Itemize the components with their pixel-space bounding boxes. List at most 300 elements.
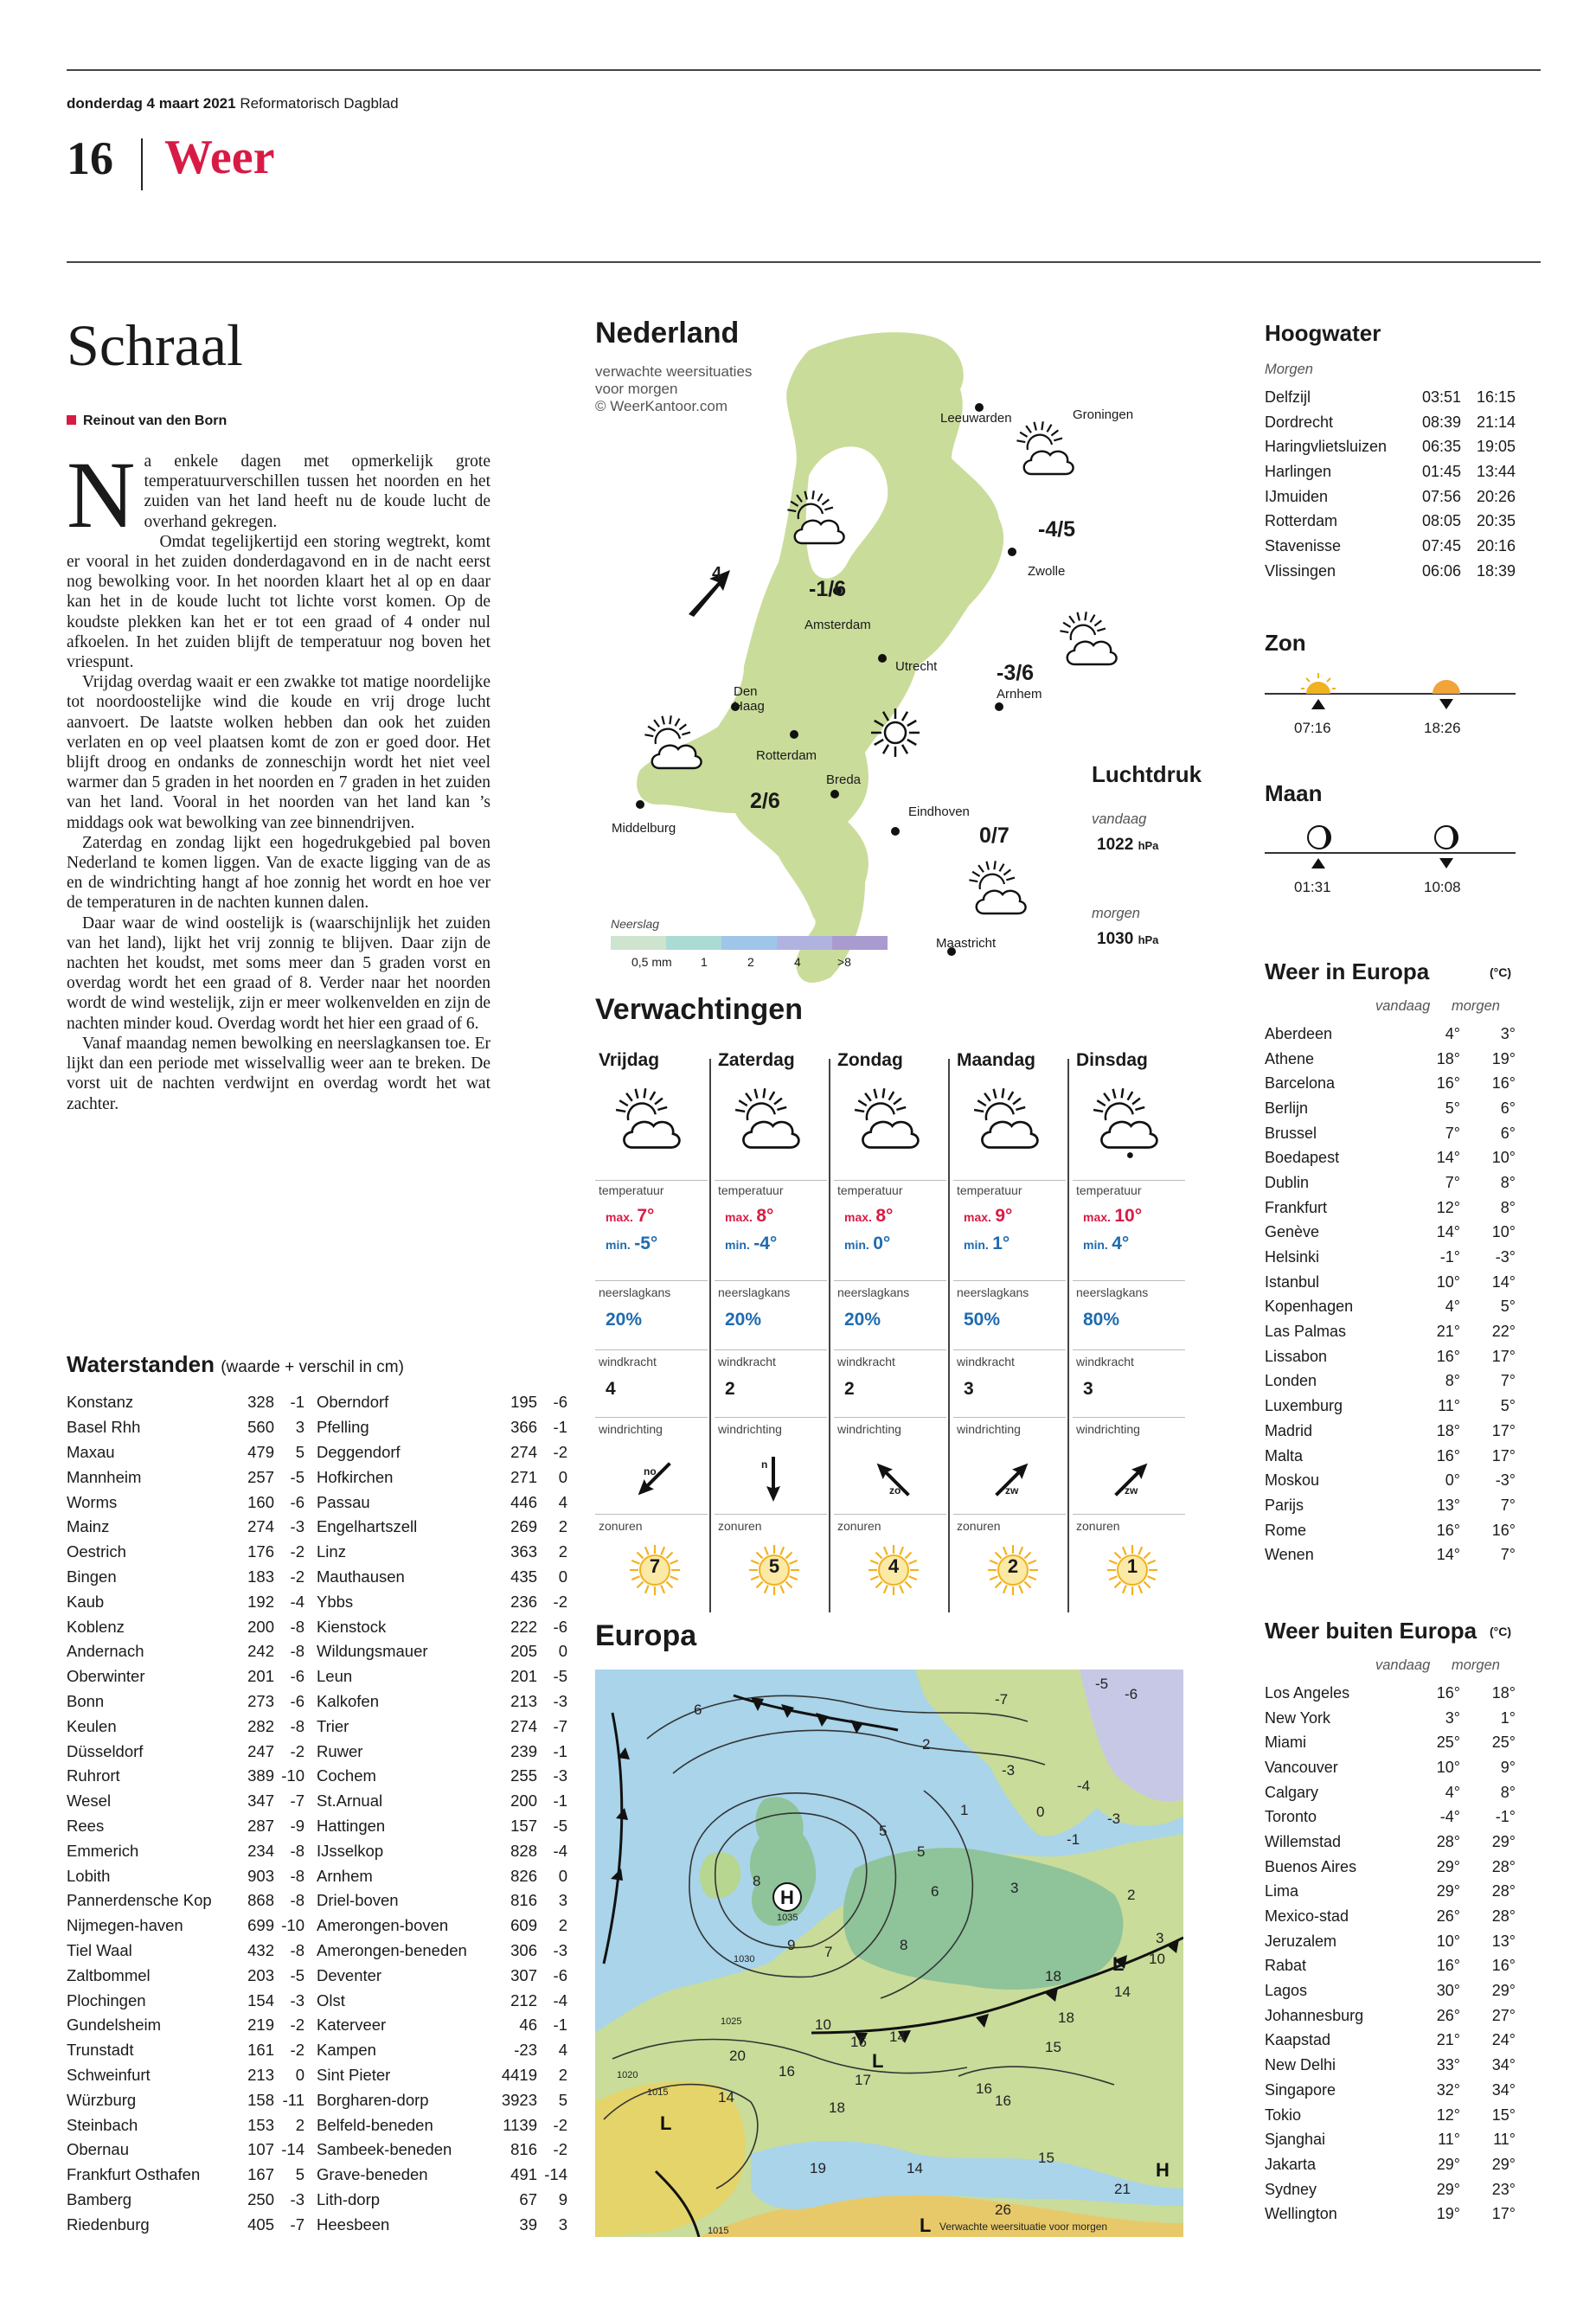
row-value: 28° bbox=[1491, 1882, 1516, 1900]
row-label: Obernau bbox=[67, 2140, 129, 2159]
table-row bbox=[1265, 1755, 1516, 1780]
row-value: 18° bbox=[1491, 1683, 1516, 1702]
windkracht-label: windkracht bbox=[1076, 1355, 1134, 1368]
row-label: Amerongen-beneden bbox=[317, 1940, 467, 1959]
table-row bbox=[317, 1490, 567, 1515]
row-label: Boedapest bbox=[1265, 1149, 1340, 1167]
windkracht-label: windkracht bbox=[837, 1355, 895, 1368]
row-value: 154 bbox=[247, 1990, 274, 2009]
row-label: Driel-boven bbox=[317, 1891, 399, 1910]
table-row bbox=[317, 1639, 567, 1664]
table-row bbox=[67, 2188, 304, 2213]
row-value: 10° bbox=[1491, 1223, 1516, 1241]
windkracht-label: windkracht bbox=[718, 1355, 776, 1368]
row-label: Lobith bbox=[67, 1866, 111, 1885]
weer-in-europa-table bbox=[1265, 1022, 1516, 1567]
windkracht: 2 bbox=[844, 1379, 855, 1399]
row-value: 24° bbox=[1491, 2031, 1516, 2049]
divider bbox=[715, 1514, 827, 1515]
row-label: Koblenz bbox=[67, 1617, 125, 1636]
row-label: Johannesburg bbox=[1265, 2006, 1364, 2024]
table-row bbox=[1265, 1493, 1516, 1518]
row-value: 7° bbox=[1500, 1546, 1516, 1564]
row-label: Zaltbommel bbox=[67, 1965, 151, 1984]
table-row bbox=[1265, 1954, 1516, 1979]
table-row bbox=[1265, 2127, 1516, 2152]
row-value: 07:45 bbox=[1421, 536, 1461, 554]
divider bbox=[834, 1514, 946, 1515]
row-label: Lagos bbox=[1265, 1982, 1308, 2000]
svg-text:1030: 1030 bbox=[734, 1954, 755, 1965]
table-row bbox=[67, 1614, 304, 1639]
row-value: 23° bbox=[1491, 2180, 1516, 2198]
table-row bbox=[317, 2038, 567, 2063]
row-value: -6 bbox=[290, 1492, 304, 1511]
temperature-label: -4 bbox=[1077, 1778, 1091, 1794]
table-row bbox=[67, 2063, 304, 2088]
table-row bbox=[67, 1515, 304, 1540]
row-value: 14° bbox=[1436, 1149, 1460, 1167]
row-value: 287 bbox=[247, 1816, 274, 1835]
row-value: -1 bbox=[553, 1791, 567, 1811]
divider bbox=[834, 1349, 946, 1350]
row-label: Pannerdensche Kop bbox=[67, 1891, 212, 1910]
row-value: 16° bbox=[1491, 1521, 1516, 1539]
section-title: Weer bbox=[164, 131, 275, 184]
row-value: 153 bbox=[247, 2115, 274, 2134]
row-label: Bamberg bbox=[67, 2189, 132, 2208]
row-value: 366 bbox=[510, 1418, 537, 1437]
row-value: 2 bbox=[295, 2115, 304, 2134]
hoogwater-title: Hoogwater bbox=[1265, 320, 1381, 346]
row-value: 5° bbox=[1500, 1397, 1516, 1415]
divider bbox=[715, 1349, 827, 1350]
temperature-label: -7 bbox=[995, 1691, 1009, 1708]
max-temp: max. 7° bbox=[606, 1206, 655, 1226]
temp-label: temperatuur bbox=[957, 1183, 1022, 1197]
sunset-icon bbox=[1429, 675, 1464, 694]
row-label: Delfzijl bbox=[1265, 388, 1311, 406]
row-label: Hofkirchen bbox=[317, 1467, 394, 1486]
max-temp: max. 8° bbox=[844, 1206, 894, 1226]
table-row bbox=[1265, 1195, 1516, 1221]
row-value: -1° bbox=[1495, 1808, 1516, 1826]
row-label: Wesel bbox=[67, 1791, 112, 1811]
table-row bbox=[317, 1465, 567, 1490]
row-label: Oberwinter bbox=[67, 1667, 145, 1686]
row-value: 446 bbox=[510, 1492, 537, 1511]
row-value: 21° bbox=[1436, 1323, 1460, 1341]
windrichting-label: windrichting bbox=[1076, 1422, 1140, 1436]
row-label: Los Angeles bbox=[1265, 1683, 1350, 1702]
row-value: 01:45 bbox=[1421, 462, 1461, 480]
top-rule bbox=[67, 69, 1541, 71]
row-value: -2 bbox=[290, 1542, 304, 1561]
set-arrow-icon bbox=[1439, 699, 1453, 709]
temp-label: -3/6 bbox=[997, 661, 1035, 685]
row-value: 28° bbox=[1491, 1907, 1516, 1926]
row-label: Brussel bbox=[1265, 1124, 1317, 1142]
row-value: 67 bbox=[519, 2189, 537, 2208]
byline-marker bbox=[67, 415, 76, 425]
table-row bbox=[317, 1913, 567, 1939]
table-row bbox=[67, 1963, 304, 1988]
verwachtingen-title: Verwachtingen bbox=[595, 993, 803, 1026]
table-row bbox=[1265, 1880, 1516, 1905]
row-value: 30° bbox=[1436, 1982, 1460, 2000]
hoogwater-table bbox=[1265, 385, 1516, 584]
temp-label: -1/6 bbox=[809, 577, 847, 601]
row-value: 212 bbox=[510, 1990, 537, 2009]
row-value: 07:56 bbox=[1421, 487, 1461, 505]
row-value: 20:26 bbox=[1476, 487, 1516, 505]
row-value: 271 bbox=[510, 1467, 537, 1486]
article-headline: Schraal bbox=[67, 312, 243, 378]
city-groningen: Groningen bbox=[1073, 407, 1134, 422]
paragraph: Vrijdag overdag waait er een zwakke tot matige noordelijke tot noordoostelijke wind die koude en vrij droge lucht aanvoert. De laatste wolken hebben dan ook het zuiden verlaten en op veel plaatsen komt de zon er goed door. Het blijft droog en ondanks de zonneschijn wordt het niet veel warmer dan 5 graden in het noorden en 7 graden in het zuiden van het land. Vooral in het noorden van het land kan ’s middags ook wat bewolking van zee binnendrijven. bbox=[67, 673, 490, 832]
row-label: Mauthausen bbox=[317, 1567, 405, 1586]
nederland-caption: verwachte weersituaties voor morgen © WeerKantoor.com bbox=[595, 363, 753, 414]
table-row bbox=[317, 1614, 567, 1639]
row-label: Oberndorf bbox=[317, 1393, 389, 1412]
temp-label: temperatuur bbox=[718, 1183, 784, 1197]
table-row bbox=[1265, 1145, 1516, 1170]
row-label: Ybbs bbox=[317, 1592, 354, 1611]
row-value: 18° bbox=[1436, 1421, 1460, 1439]
row-value: 34° bbox=[1491, 2056, 1516, 2074]
row-value: 347 bbox=[247, 1791, 274, 1811]
sun-cloud-icon bbox=[602, 1081, 697, 1159]
row-value: 8° bbox=[1500, 1198, 1516, 1216]
sun-icon bbox=[865, 702, 926, 763]
table-row bbox=[67, 1565, 304, 1590]
row-label: Frankfurt Osthafen bbox=[67, 2165, 201, 2184]
row-value: 161 bbox=[247, 2041, 274, 2060]
row-label: IJsselkop bbox=[317, 1841, 384, 1860]
row-value: -8 bbox=[290, 1866, 304, 1885]
table-row bbox=[67, 1689, 304, 1715]
table-row bbox=[67, 1390, 304, 1415]
table-row bbox=[1265, 1295, 1516, 1320]
temp-label: 0/7 bbox=[979, 824, 1010, 848]
row-label: Dordrecht bbox=[1265, 413, 1334, 431]
zonuren-label: zonuren bbox=[718, 1519, 762, 1533]
row-value: 25° bbox=[1436, 1734, 1460, 1752]
table-row bbox=[1265, 2003, 1516, 2029]
row-label: Kampen bbox=[317, 2041, 376, 2060]
row-value: 200 bbox=[247, 1617, 274, 1636]
row-label: Madrid bbox=[1265, 1421, 1313, 1439]
paragraph: Omdat tegelijkertijd een storing wegtrekt, komt er vooral in het zuiden donderdagavond en in de nacht eerst nog bewolking voor. In het noorden klaart het al op en daar kan het in de koude lucht tot lichte vorst komen. Op de koudste plekken kan het er tot een graad of 4 onder nul afkoelen. In het zuiden blijft de temperatuur nog boven het vriespunt. bbox=[67, 532, 490, 672]
table-row bbox=[317, 1789, 567, 1814]
row-value: 7° bbox=[1445, 1173, 1460, 1191]
row-value: 5 bbox=[295, 1442, 304, 1461]
row-label: Luxemburg bbox=[1265, 1397, 1343, 1415]
city-leeuwarden: Leeuwarden bbox=[940, 411, 1012, 426]
row-value: -5 bbox=[290, 1467, 304, 1486]
sun-cloud-icon bbox=[783, 484, 852, 554]
wind-direction-arrow-icon bbox=[628, 1453, 680, 1505]
row-label: Wildungsmauer bbox=[317, 1642, 428, 1661]
row-value: 273 bbox=[247, 1691, 274, 1710]
row-label: Oestrich bbox=[67, 1542, 126, 1561]
windkracht: 3 bbox=[964, 1379, 974, 1399]
wind-direction: n bbox=[761, 1458, 768, 1471]
netherlands-land bbox=[637, 332, 1003, 983]
row-label: Konstanz bbox=[67, 1393, 134, 1412]
temperature-label: -1 bbox=[1067, 1831, 1080, 1848]
row-value: 868 bbox=[247, 1891, 274, 1910]
row-label: Engelhartszell bbox=[317, 1517, 418, 1536]
row-value: 282 bbox=[247, 1716, 274, 1735]
table-row bbox=[1265, 1855, 1516, 1880]
row-value: 20:35 bbox=[1476, 512, 1516, 530]
row-value: -1 bbox=[553, 1741, 567, 1760]
row-value: 4° bbox=[1445, 1298, 1460, 1316]
legend-swatch bbox=[721, 936, 777, 950]
pressure-low: L bbox=[1112, 1953, 1125, 1975]
column-separator bbox=[829, 1059, 830, 1612]
row-value: 5 bbox=[295, 2165, 304, 2184]
row-value: 269 bbox=[510, 1517, 537, 1536]
column-separator bbox=[1067, 1059, 1069, 1612]
city-den-haag: Den Haag bbox=[734, 684, 765, 714]
temperature-label: 14 bbox=[718, 2089, 734, 2106]
row-label: Malta bbox=[1265, 1446, 1304, 1465]
table-row bbox=[67, 1838, 304, 1863]
temperature-label: 8 bbox=[753, 1873, 761, 1889]
pressure-low: L bbox=[660, 2112, 672, 2134]
row-value: -3° bbox=[1495, 1248, 1516, 1266]
row-value: 247 bbox=[247, 1741, 274, 1760]
row-value: -8 bbox=[290, 1841, 304, 1860]
row-value: 5 bbox=[558, 2090, 567, 2109]
row-value: -2 bbox=[290, 2016, 304, 2035]
row-label: Berlijn bbox=[1265, 1099, 1309, 1117]
forecast-day-column bbox=[834, 1047, 950, 1600]
zonuren-label: zonuren bbox=[1076, 1519, 1120, 1533]
row-label: New Delhi bbox=[1265, 2056, 1336, 2074]
temperature-label: 10 bbox=[1149, 1951, 1165, 1967]
row-value: 5° bbox=[1445, 1099, 1460, 1117]
row-value: 16° bbox=[1436, 1347, 1460, 1365]
row-value: 176 bbox=[247, 1542, 274, 1561]
min-temp: min. 4° bbox=[1083, 1234, 1130, 1253]
row-label: Buenos Aires bbox=[1265, 1857, 1357, 1875]
table-row bbox=[67, 1589, 304, 1614]
row-value: 9 bbox=[558, 2189, 567, 2208]
row-value: -3 bbox=[290, 1990, 304, 2009]
temperature-label: 3 bbox=[1156, 1930, 1164, 1946]
row-label: Schweinfurt bbox=[67, 2065, 151, 2084]
row-value: 14° bbox=[1436, 1223, 1460, 1241]
row-value: 26° bbox=[1436, 2006, 1460, 2024]
row-value: 201 bbox=[247, 1667, 274, 1686]
row-value: -4 bbox=[290, 1592, 304, 1611]
row-value: 16° bbox=[1491, 1074, 1516, 1093]
temperature-label: 0 bbox=[1036, 1804, 1045, 1820]
pressure-low: L bbox=[872, 2050, 884, 2072]
table-row bbox=[1265, 434, 1516, 459]
table-row bbox=[1265, 1047, 1516, 1072]
row-label: Trier bbox=[317, 1716, 349, 1735]
row-value: -4 bbox=[553, 1990, 567, 2009]
table-row bbox=[67, 2087, 304, 2112]
row-label: Nijmegen-haven bbox=[67, 1916, 183, 1935]
zon-title: Zon bbox=[1265, 630, 1306, 656]
table-row bbox=[1265, 459, 1516, 484]
row-value: 0 bbox=[558, 1866, 567, 1885]
temperature-label: 16 bbox=[976, 2080, 992, 2097]
wind-direction: zw bbox=[1005, 1484, 1019, 1497]
divider bbox=[1073, 1349, 1185, 1350]
row-label: Katerveer bbox=[317, 2016, 387, 2035]
row-value: 17° bbox=[1491, 2205, 1516, 2223]
row-value: 4° bbox=[1445, 1783, 1460, 1801]
divider bbox=[953, 1417, 1066, 1418]
temperature-label: 6 bbox=[931, 1883, 939, 1900]
row-value: -2 bbox=[553, 1592, 567, 1611]
row-value: 255 bbox=[510, 1766, 537, 1785]
row-value: -6 bbox=[553, 1965, 567, 1984]
temperature-label: 16 bbox=[779, 2063, 795, 2080]
row-value: 11° bbox=[1438, 2131, 1460, 2149]
row-value: -3° bbox=[1495, 1471, 1516, 1490]
zonuren: 1 bbox=[1126, 1555, 1138, 1577]
row-value: 13° bbox=[1436, 1496, 1460, 1514]
row-value: 29° bbox=[1436, 1882, 1460, 1900]
row-label: Rabat bbox=[1265, 1957, 1307, 1975]
row-value: -4 bbox=[553, 1841, 567, 1860]
row-value: -8 bbox=[290, 1617, 304, 1636]
row-value: 10° bbox=[1436, 1272, 1460, 1291]
table-row bbox=[317, 1988, 567, 2013]
table-row bbox=[67, 2038, 304, 2063]
row-value: 6° bbox=[1500, 1099, 1516, 1117]
luchtdruk-vandaag: 1022 hPa bbox=[1097, 836, 1159, 854]
table-row bbox=[67, 1739, 304, 1764]
row-value: 4 bbox=[558, 2041, 567, 2060]
table-row bbox=[67, 1789, 304, 1814]
table-row bbox=[67, 2138, 304, 2163]
row-value: 219 bbox=[247, 2016, 274, 2035]
city-rotterdam: Rotterdam bbox=[756, 748, 817, 763]
windkracht: 2 bbox=[725, 1379, 735, 1399]
row-value: 20:16 bbox=[1476, 536, 1516, 554]
city-arnhem: Arnhem bbox=[997, 687, 1042, 702]
row-value: 0 bbox=[295, 2065, 304, 2084]
windkracht: 4 bbox=[606, 1379, 616, 1399]
sun-cloud-icon bbox=[965, 855, 1034, 924]
neerslag-legend-title: Neerslag bbox=[611, 917, 660, 931]
row-value: -1 bbox=[553, 1418, 567, 1437]
forecast-day-column bbox=[953, 1047, 1069, 1600]
city-breda: Breda bbox=[826, 772, 862, 787]
row-value: -3 bbox=[290, 1517, 304, 1536]
table-row bbox=[67, 2212, 304, 2237]
table-row bbox=[317, 1589, 567, 1614]
table-row bbox=[1265, 1681, 1516, 1706]
row-value: 16° bbox=[1436, 1074, 1460, 1093]
zonuren-label: zonuren bbox=[599, 1519, 643, 1533]
row-value: 6° bbox=[1500, 1124, 1516, 1142]
row-value: 15° bbox=[1491, 2106, 1516, 2124]
temperature-label: 8 bbox=[900, 1937, 908, 1953]
row-label: Rees bbox=[67, 1816, 105, 1835]
row-value: 32° bbox=[1436, 2080, 1460, 2099]
table-row bbox=[317, 1863, 567, 1888]
row-value: 21° bbox=[1436, 2031, 1460, 2049]
row-value: 16° bbox=[1436, 1683, 1460, 1702]
row-value: 0° bbox=[1445, 1471, 1460, 1490]
row-value: 14° bbox=[1436, 1546, 1460, 1564]
table-row bbox=[1265, 2103, 1516, 2128]
divider bbox=[834, 1417, 946, 1418]
row-value: 9° bbox=[1500, 1758, 1516, 1776]
row-label: Andernach bbox=[67, 1642, 144, 1661]
row-value: 11° bbox=[1438, 1397, 1460, 1415]
row-value: 1139 bbox=[503, 2115, 537, 2134]
row-value: 16:15 bbox=[1476, 388, 1516, 406]
wind-direction: zo bbox=[889, 1484, 901, 1497]
table-row bbox=[67, 2013, 304, 2038]
row-label: Mainz bbox=[67, 1517, 110, 1536]
waterstanden-title: Waterstanden (waarde + verschil in cm) bbox=[67, 1351, 404, 1377]
row-value: 06:06 bbox=[1421, 561, 1461, 580]
drop-cap: N bbox=[67, 442, 136, 548]
row-value: 0 bbox=[558, 1642, 567, 1661]
row-value: 06:35 bbox=[1421, 438, 1461, 456]
row-value: 195 bbox=[510, 1393, 537, 1412]
row-value: 201 bbox=[510, 1667, 537, 1686]
table-row bbox=[67, 1465, 304, 1490]
row-value: -5 bbox=[553, 1816, 567, 1835]
city-amsterdam: Amsterdam bbox=[804, 618, 871, 632]
row-label: Ruwer bbox=[317, 1741, 363, 1760]
row-label: Calgary bbox=[1265, 1783, 1319, 1801]
row-label: Belfeld-beneden bbox=[317, 2115, 433, 2134]
rain-label: neerslagkans bbox=[599, 1285, 671, 1299]
temperature-label: 15 bbox=[1045, 2039, 1061, 2055]
row-value: 21:14 bbox=[1476, 413, 1516, 431]
table-row bbox=[317, 1440, 567, 1465]
zonuren: 4 bbox=[888, 1555, 900, 1577]
page-number: 16 bbox=[67, 132, 113, 184]
row-value: -3 bbox=[553, 1691, 567, 1710]
row-label: Parijs bbox=[1265, 1496, 1304, 1514]
row-label: St.Arnual bbox=[317, 1791, 383, 1811]
max-temp: max. 8° bbox=[725, 1206, 774, 1226]
table-row bbox=[1265, 1804, 1516, 1830]
moon-icon bbox=[1302, 824, 1336, 851]
row-value: 7° bbox=[1500, 1496, 1516, 1514]
table-row bbox=[1265, 1121, 1516, 1146]
row-value: 27° bbox=[1491, 2006, 1516, 2024]
row-label: Rotterdam bbox=[1265, 512, 1338, 530]
row-value: 828 bbox=[510, 1841, 537, 1860]
row-value: 11° bbox=[1493, 2131, 1516, 2149]
table-row bbox=[1265, 1468, 1516, 1493]
row-label: Istanbul bbox=[1265, 1272, 1320, 1291]
row-label: Arnhem bbox=[317, 1866, 373, 1885]
row-label: Moskou bbox=[1265, 1471, 1320, 1490]
row-value: 306 bbox=[510, 1940, 537, 1959]
row-value: -4° bbox=[1439, 1808, 1460, 1826]
temperature-label: 17 bbox=[855, 2072, 871, 2088]
row-value: -7 bbox=[290, 1791, 304, 1811]
table-row bbox=[1265, 1780, 1516, 1805]
europa-title: Europa bbox=[595, 1619, 697, 1652]
